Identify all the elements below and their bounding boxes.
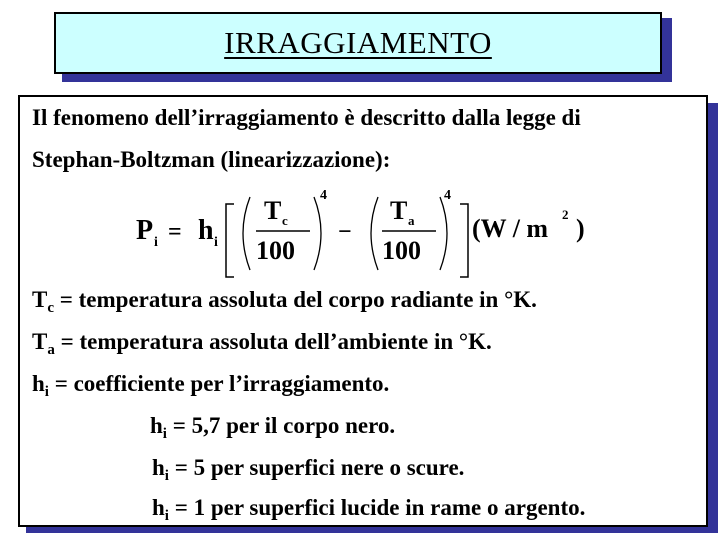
definition-line: $h_i$ = coefficiente per l’irraggiamento. <box>32 371 390 400</box>
paren-1-left <box>243 197 250 270</box>
definition-line: $h_i = 1$ per superfici lucide in rame o argento. <box>152 495 586 524</box>
formula-exp2: 4 <box>444 188 451 203</box>
formula-num1: T <box>264 196 282 225</box>
formula-equals: = <box>168 219 182 245</box>
definition-line: $h_i = 5$ per superfici nere o scure. <box>152 455 465 484</box>
content-box <box>18 95 708 527</box>
formula-unit: (W / m <box>472 214 549 243</box>
formula-num2-sub: a <box>408 213 415 228</box>
formula-exp1: 4 <box>320 188 327 203</box>
bracket-left <box>226 204 234 277</box>
formula-coef-sub: i <box>214 235 218 250</box>
formula-num2: T <box>390 196 408 225</box>
paren-2-left <box>371 197 378 270</box>
page-title: IRRAGGIAMENTO <box>224 25 492 60</box>
formula-unit-exp: 2 <box>562 207 569 222</box>
title-box <box>54 12 662 74</box>
formula-den2: 100 <box>382 236 421 265</box>
formula-num1-sub: c <box>282 213 288 228</box>
formula-minus: − <box>338 219 352 245</box>
paren-1-right <box>314 197 321 270</box>
definition-line: $h_i = 5,7$ per il corpo nero. <box>150 413 396 442</box>
definition-line: $T_a$ = temperatura assoluta dell’ambiente in °K. <box>32 329 492 358</box>
paren-2-right <box>440 197 447 270</box>
formula-lhs: P <box>136 215 154 246</box>
formula-coef: h <box>198 215 214 246</box>
formula-den1: 100 <box>256 236 295 265</box>
definition-line: $T_c$ = temperatura assoluta del corpo radiante in °K. <box>32 287 537 316</box>
bracket-right <box>460 204 468 277</box>
intro-line-2: Stephan-Boltzman (linearizzazione): <box>32 147 391 172</box>
formula-unit-close: ) <box>576 214 585 243</box>
intro-line-1: Il fenomeno dell’irraggiamento è descritto dalla legge di <box>32 105 581 130</box>
formula-lhs-sub: i <box>154 235 158 250</box>
